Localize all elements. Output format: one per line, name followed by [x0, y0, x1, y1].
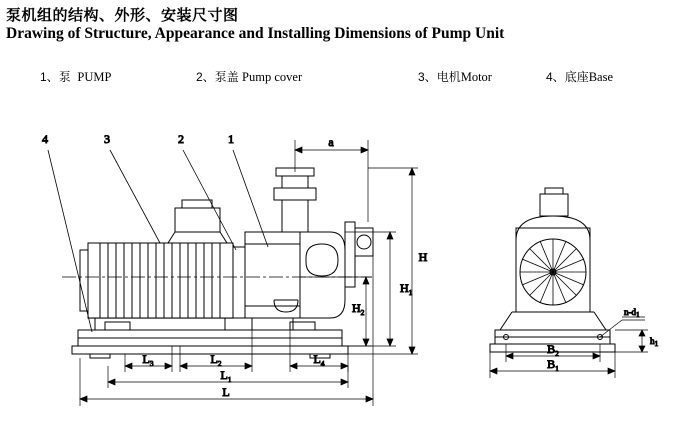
dimension-L3-label: $L_3$ [142, 352, 154, 368]
dimension-H1-label: $H_1$ [400, 281, 413, 297]
motor-body [80, 200, 245, 330]
dimension-B2-label: $B_2$ [547, 342, 559, 358]
dimension-L4-label: $L_4$ [313, 352, 325, 368]
dimension-H-label: H [418, 250, 428, 264]
legend-item-4-cn: 底座 [564, 70, 589, 84]
legend-item-1-en: PUMP [77, 70, 112, 84]
callout-leader-lines [48, 150, 268, 332]
legend-item-1-cn: 泵 [58, 70, 71, 84]
legend-item-2-en: Pump cover [242, 70, 303, 84]
dimension-L2-label: $L_2$ [210, 352, 222, 368]
end-view-assembly [490, 188, 615, 352]
callout-1-label: 1 [228, 132, 234, 146]
dimension-H [348, 168, 418, 354]
legend-item-4-num: 4、 [546, 70, 565, 84]
callout-n-d1-label: $n-d_1$ [624, 307, 640, 319]
dimension-H1 [345, 232, 396, 346]
callout-3-label: 3 [104, 132, 110, 146]
dimension-a-label: a [328, 135, 334, 149]
page-title-cn: 泵机组的结构、外形、安装尺寸图 [6, 7, 239, 24]
dimension-h1-label: $h_1$ [650, 336, 659, 348]
callout-2-label: 2 [178, 132, 184, 146]
legend-item-4-en: Base [588, 70, 614, 84]
legend-item-3-num: 3、 [418, 70, 437, 84]
callout-n-d1 [600, 317, 645, 337]
dimension-h1 [615, 330, 648, 352]
callout-4-label: 4 [42, 132, 48, 146]
dimension-H2-label: $H_2$ [352, 301, 365, 317]
dimension-a [295, 140, 368, 222]
dimension-L-label: L [222, 385, 230, 399]
legend-item-2-cn: 泵盖 [214, 70, 239, 84]
dimension-B1-label: $B_1$ [547, 357, 559, 373]
dimension-L1-label: $L_1$ [220, 368, 232, 384]
legend-item-3-en: Motor [460, 70, 492, 84]
legend-item-1-num: 1、 [40, 70, 59, 84]
page-title-en: Drawing of Structure, Appearance and Installing Dimensions of Pump Unit [6, 25, 505, 42]
legend-item-2-num: 2、 [196, 70, 215, 84]
legend-item-3-cn: 电机 [436, 70, 461, 84]
